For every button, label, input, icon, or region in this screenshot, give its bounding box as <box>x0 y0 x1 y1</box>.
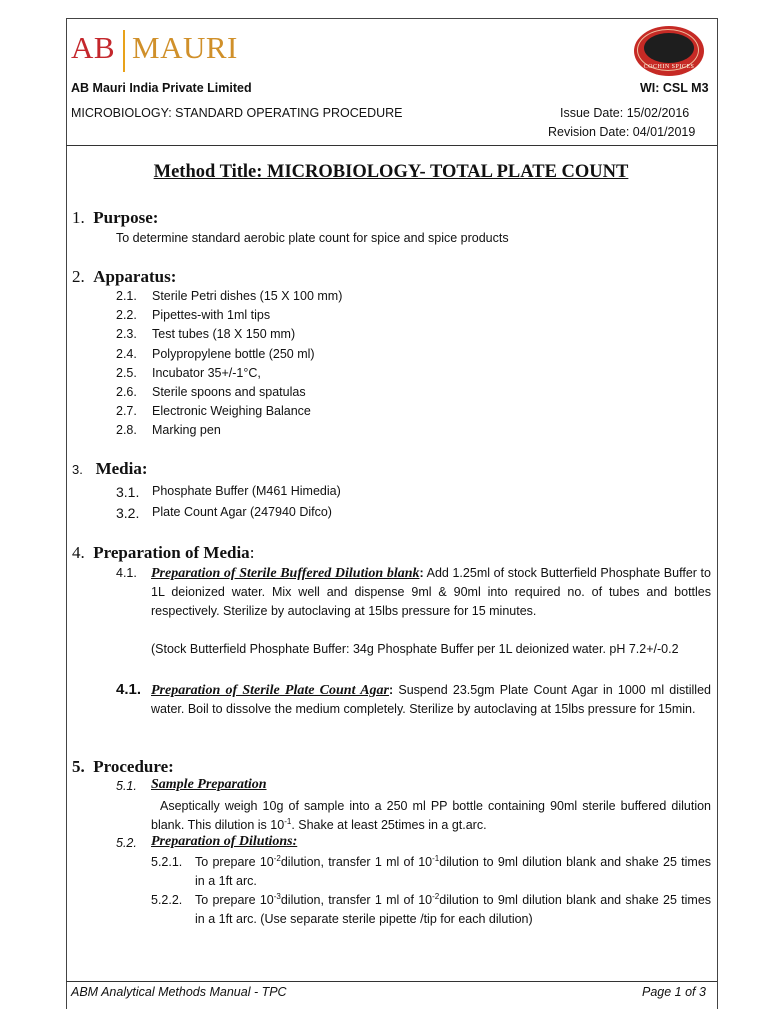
item-text: Marking pen <box>152 423 221 438</box>
cochin-spices-seal-logo <box>634 26 704 76</box>
header-divider <box>66 145 717 146</box>
item-text: Sterile Petri dishes (15 X 100 mm) <box>152 289 343 303</box>
company-name: AB Mauri India Private Limited <box>71 81 252 95</box>
logo-mauri-text: MAURI <box>132 30 238 65</box>
item-text: Sterile spoons and spatulas <box>152 385 306 399</box>
dilution-step-1: To prepare $10^{-2}dilution$, transfer 1 ml of $10^{-1}dilution$ to 9ml dilution blank and shake 25 times in a 1ft arc. <box>195 853 712 888</box>
section-title: Media: <box>95 459 148 478</box>
sample-preparation-label: Sample Preparation <box>151 777 267 792</box>
section-number: 2. <box>72 267 85 286</box>
section-number: 5. <box>72 757 85 776</box>
prep-dilution-blank-text: Add 1.25ml of stock Butterfield Phosphate Buffer to 1L deionized water. Mix well and dispense 9ml & 90ml into required no. of tubes and bottles respectively. Sterilize by autoclaving at 15lbs pressure for 15 minutes. <box>151 566 711 618</box>
section-number: 3. <box>72 462 83 477</box>
item-text: Pipettes-with 1ml tips <box>152 308 271 323</box>
item-number: 2.8. <box>116 423 137 438</box>
item-text: Test tubes (18 X 150 mm) <box>152 327 296 342</box>
section-apparatus-heading <box>72 267 176 287</box>
item-number: 2.1. <box>116 289 137 303</box>
item-number: 4.1. <box>116 681 142 698</box>
logo-ab-text: AB <box>71 30 116 65</box>
step-number: 5.2.2. <box>151 893 183 907</box>
section-procedure-heading <box>72 757 174 777</box>
prep-dilution-blank-paragraph: Preparation of Sterile Buffered Dilution blank: Add 1.25ml of stock Butterfield Phosphate Buffer to 1L deionized water. Mix well and dispense 9ml & 90ml into required no. of tubes and bottles respectively. Sterilize by autoclaving at 15lbs pressure for 15 minutes. <box>151 566 711 618</box>
item-text: Incubator 35+/-1°C, <box>152 365 261 380</box>
purpose-text: To determine standard aerobic plate count for spice and spice products <box>116 231 509 245</box>
revision-date: Revision Date: 04/01/2019 <box>548 125 696 139</box>
item-number: 2.5. <box>116 365 137 380</box>
section-title: Apparatus: <box>93 267 177 286</box>
item-text: Phosphate Buffer (M461 Himedia) <box>152 484 341 498</box>
prep-plate-count-agar-label: Preparation of Sterile Plate Count Agar <box>151 683 389 698</box>
stock-buffer-note: (Stock Butterfield Phosphate Buffer: 34g Phosphate Buffer per 1L deionized water. pH 7.2+/-0.2 <box>151 642 679 656</box>
ship-emblem-icon <box>644 33 694 63</box>
logo-divider <box>123 30 125 72</box>
item-number: 2.2. <box>116 308 137 323</box>
item-number: 2.6. <box>116 385 137 399</box>
step-number: 5.2.1. <box>151 855 183 869</box>
section-purpose-heading <box>72 208 158 228</box>
footer-page-number: Page 1 of 3 <box>642 985 706 999</box>
prep-plate-count-agar-paragraph: Preparation of Sterile Plate Count Agar: Suspend 23.5gm Plate Count Agar in 1000 ml distilled water. Boil to dissolve the medium completely. Sterilize by autoclaving at 15lbs pressure for 15min. <box>151 683 711 716</box>
item-number: 2.4. <box>116 346 137 361</box>
subsection-number: 5.2. <box>116 836 137 850</box>
item-text: Plate Count Agar (247940 Difco) <box>152 505 332 519</box>
section-title: Purpose: <box>93 208 159 227</box>
item-text: Electronic Weighing Balance <box>152 404 311 419</box>
method-title: Method Title: MICROBIOLOGY- TOTAL PLATE COUNT <box>153 162 629 182</box>
prep-dilution-blank-label: Preparation of Sterile Buffered Dilution blank <box>151 566 420 581</box>
item-number: 3.1. <box>116 484 140 500</box>
item-number: 2.3. <box>116 327 137 342</box>
wi-code: WI: CSL M3 <box>640 81 709 95</box>
section-number: 4. <box>72 543 85 562</box>
preparation-of-dilutions-label: Preparation of Dilutions: <box>151 834 298 849</box>
footer-divider <box>66 981 717 982</box>
section-media-heading <box>72 459 148 479</box>
dilution-step-2: To prepare $10^{-3}dilution$, transfer 1 ml of $10^{-2}dilution$ to 9ml dilution blank and shake 25 times in a 1ft arc. (Use separate sterile pipette /tip for each dilution) <box>195 891 712 926</box>
footer-manual-title: ABM Analytical Methods Manual - TPC <box>71 985 287 999</box>
item-number: 3.2. <box>116 505 140 521</box>
item-text: Polypropylene bottle (250 ml) <box>152 346 315 361</box>
sop-label: MICROBIOLOGY: STANDARD OPERATING PROCEDURE <box>71 106 403 120</box>
prep-plate-count-agar-text: Suspend 23.5gm Plate Count Agar in 1000 ml distilled water. Boil to dissolve the medium completely. Sterilize by autoclaving at 15lbs pressure for 15min. <box>151 683 711 716</box>
issue-date: Issue Date: 15/02/2016 <box>560 106 690 120</box>
subsection-number: 5.1. <box>116 779 137 793</box>
section-prep-media-heading: 4. Preparation of Media: <box>72 543 255 562</box>
item-number: 4.1. <box>116 566 137 580</box>
section-title: Preparation of Media <box>93 543 250 562</box>
seal-text: COCHIN SPICES <box>643 64 695 70</box>
sample-preparation-text: Aseptically weigh 10g of sample into a 250 ml PP bottle containing 90ml sterile buffered dilution blank. This dilution is $10^{-1}$. Shake at least 25times in a gt.arc. <box>151 799 711 832</box>
item-number: 2.7. <box>116 404 137 419</box>
section-title: Procedure: <box>93 757 174 776</box>
section-number: 1. <box>72 208 85 227</box>
